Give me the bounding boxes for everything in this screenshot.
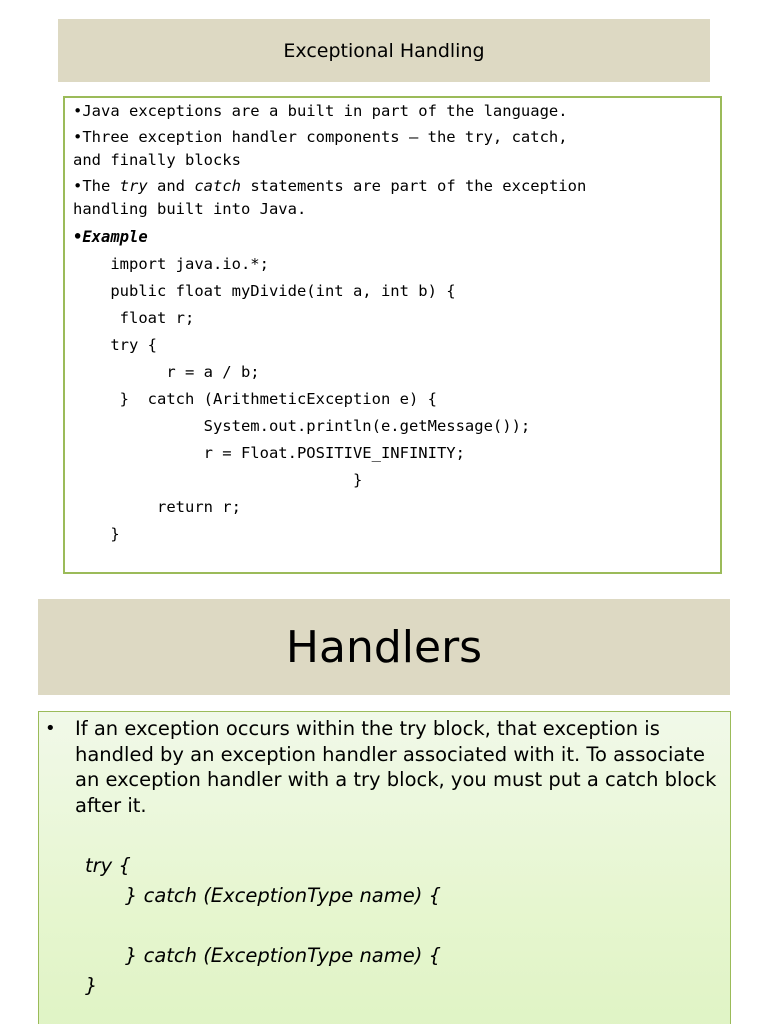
code-line-catch: } catch (ExceptionType name) { bbox=[125, 884, 441, 907]
handlers-paragraph: If an exception occurs within the try block, that exception is handled by an exception handler associated with it. To associate an exception handler with a try block, you must put a catch block after it. bbox=[75, 717, 717, 817]
bullet-text: statements are part of the exception bbox=[241, 177, 587, 195]
keyword-try: try bbox=[119, 177, 148, 195]
code-line: System.out.println(e.getMessage()); bbox=[73, 417, 531, 435]
bullet-line: •Java exceptions are a built in part of the language. bbox=[73, 102, 568, 120]
code-line: import java.io.*; bbox=[73, 255, 269, 273]
code-line-try: try { bbox=[85, 854, 131, 877]
handlers-content-box bbox=[38, 711, 731, 1024]
code-line: r = Float.POSITIVE_INFINITY; bbox=[73, 444, 465, 462]
bullet-mark: • bbox=[45, 718, 56, 739]
bullet-text: and bbox=[147, 177, 195, 195]
code-line: } catch (ArithmeticException e) { bbox=[73, 390, 437, 408]
bullet-line-continuation: handling built into Java. bbox=[73, 200, 307, 218]
code-line: public float myDivide(int a, int b) { bbox=[73, 282, 456, 300]
code-line: float r; bbox=[73, 309, 195, 327]
keyword-catch: catch bbox=[194, 177, 242, 195]
code-line: } bbox=[73, 471, 363, 489]
exception-code-box bbox=[63, 96, 722, 574]
code-line: try { bbox=[73, 336, 157, 354]
bullet-line-try-catch bbox=[73, 175, 712, 198]
code-line: } bbox=[73, 525, 120, 543]
code-line-catch: } catch (ExceptionType name) { bbox=[125, 944, 441, 967]
bullet-text: •The bbox=[73, 177, 120, 195]
code-line-close-brace: } bbox=[85, 974, 98, 997]
code-line: return r; bbox=[73, 498, 241, 516]
slide-title-text: Exceptional Handling bbox=[283, 39, 485, 62]
bullet-line: •Three exception handler components – the try, catch, bbox=[73, 128, 568, 146]
slide-title-exceptional-handling bbox=[58, 19, 710, 82]
slide-title-handlers bbox=[38, 599, 730, 695]
example-label: •Example bbox=[73, 228, 148, 246]
code-line: r = a / b; bbox=[73, 363, 260, 381]
slide-title-text: Handlers bbox=[285, 621, 483, 673]
bullet-line-continuation: and finally blocks bbox=[73, 151, 241, 169]
